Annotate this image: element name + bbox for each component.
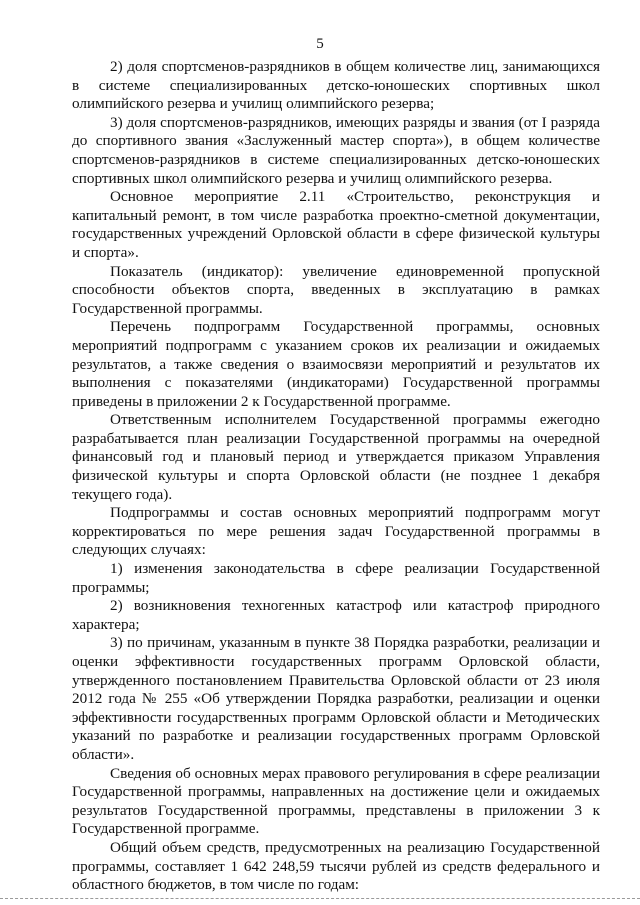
paragraph-responsible-executor: Ответственным исполнителем Государственной программы ежегодно разрабатывается план реализации Государственной программы на очередной финансовый год и плановый период и утверждается приказом Управления физической культуры и спорта Орловской области (не позднее 1 декабря текущего года). [72,411,600,503]
page-number: 5 [316,36,324,52]
paragraph-indicator: Показатель (индикатор): увеличение единовременной пропускной способности объектов спорта, введенных в эксплуатацию в рамках Государственной программы. [72,262,600,317]
paragraph-main-activity: Основное мероприятие 2.11 «Строительство, реконструкция и капитальный ремонт, в том числе разработка проектно-сметной документации, государственных учреждений Орловской области в сфере физической культуры и спорта». [72,188,600,261]
paragraph-indicator-3: 3) доля спортсменов-разрядников, имеющих разряды и звания (от I разряда до спортивного звания «Заслуженный мастер спорта»), в общем количестве спортсменов-разрядников в системе специализированных детско-юношеских спортивных школ олимпийского резерва и училищ олимпийского резерва. [72,113,600,187]
paragraph-total-funding: Общий объем средств, предусмотренных на реализацию Государственной программы, составляет 1 642 248,59 тысячи рублей из средств федерального и областного бюджетов, в том числе по годам: [72,838,600,894]
paragraph-legal-regulation: Сведения об основных мерах правового регулирования в сфере реализации Государственной программы, направленных на достижение цели и ожидаемых результатов Государственной программы, представлены в приложении 3 к Государственной программе. [72,764,600,838]
paragraph-subprogram-list: Перечень подпрограмм Государственной программы, основных мероприятий подпрограмм с указанием сроков их реализации и ожидаемых результатов, а также сведения о взаимосвязи мероприятий и результатов их выполнения с показателями (индикаторами) Государственной программы приведены в приложении 2 к Государственной программе. [72,318,600,410]
paragraph-indicator-2: 2) доля спортсменов-разрядников в общем количестве лиц, занимающихся в системе специализированных детско-юношеских спортивных школ олимпийского резерва и училищ олимпийского резерва; [72,58,600,113]
paragraph-case-2: 2) возникновения техногенных катастроф или катастроф природного характера; [72,597,600,633]
paragraph-adjustment-cases: Подпрограммы и состав основных мероприятий подпрограмм могут корректироваться по мере решения задач Государственной программы в следующих случаях: [72,504,600,559]
document-body [72,58,600,895]
scan-edge-line [0,898,640,899]
paragraph-case-3: 3) по причинам, указанным в пункте 38 Порядка разработки, реализации и оценки эффективности государственных программ Орловской области, утвержденного постановлением Правительства Орловской области от 23 июля 2012 года № 255 «Об утверждении Порядка разработки, реализации и оценки эффективности государственных программ Орловской области и Методических указаний по разработке и реализации государственных программ Орловской области». [72,634,600,763]
paragraph-case-1: 1) изменения законодательства в сфере реализации Государственной программы; [72,560,600,596]
